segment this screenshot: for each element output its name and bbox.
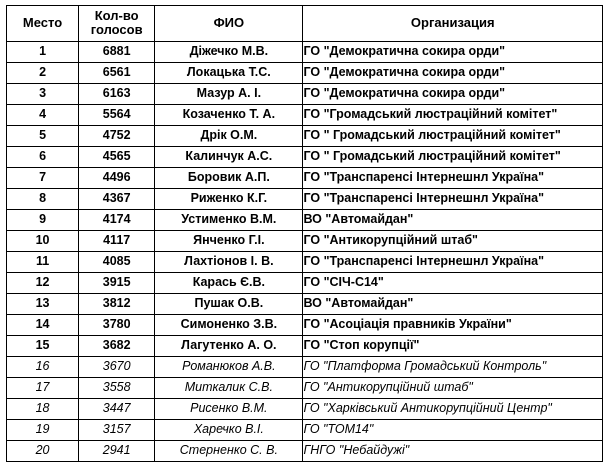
cell-place: 16 <box>7 356 79 377</box>
cell-organization: ГО "Транспаренсі Інтернешнл Україна" <box>303 251 603 272</box>
cell-name: Калинчук А.С. <box>155 146 303 167</box>
cell-place: 17 <box>7 377 79 398</box>
cell-place: 10 <box>7 230 79 251</box>
table-row <box>7 230 603 251</box>
table-row <box>7 167 603 188</box>
cell-votes: 3670 <box>79 356 155 377</box>
cell-votes: 4752 <box>79 125 155 146</box>
table-row <box>7 41 603 62</box>
cell-organization: ГО "Платформа Громадський Контроль" <box>303 356 603 377</box>
column-header-place: Место <box>7 6 79 42</box>
cell-organization: ГНГО "Небайдужі" <box>303 440 603 461</box>
table-row <box>7 419 603 440</box>
table-row <box>7 251 603 272</box>
cell-name: Харечко В.І. <box>155 419 303 440</box>
cell-votes: 3157 <box>79 419 155 440</box>
cell-place: 3 <box>7 83 79 104</box>
cell-place: 19 <box>7 419 79 440</box>
cell-name: Мазур А. І. <box>155 83 303 104</box>
cell-votes: 3915 <box>79 272 155 293</box>
cell-votes: 6881 <box>79 41 155 62</box>
cell-place: 18 <box>7 398 79 419</box>
column-header-votes <box>79 6 155 42</box>
cell-place: 6 <box>7 146 79 167</box>
cell-place: 8 <box>7 188 79 209</box>
table-row <box>7 356 603 377</box>
cell-organization: ГО "СІЧ-С14" <box>303 272 603 293</box>
column-header-votes-line2: голосов <box>90 22 143 38</box>
cell-organization: ГО "Транспаренсі Інтернешнл Україна" <box>303 167 603 188</box>
table-row <box>7 335 603 356</box>
cell-votes: 4565 <box>79 146 155 167</box>
cell-name: Миткалик С.В. <box>155 377 303 398</box>
cell-organization: ГО "Громадський люстраційний комітет" <box>303 104 603 125</box>
cell-votes: 3682 <box>79 335 155 356</box>
table-row <box>7 83 603 104</box>
table-header-row <box>7 6 603 42</box>
cell-organization: ГО "ТОМ14" <box>303 419 603 440</box>
cell-place: 4 <box>7 104 79 125</box>
table-row <box>7 377 603 398</box>
cell-place: 7 <box>7 167 79 188</box>
cell-votes: 3558 <box>79 377 155 398</box>
cell-votes: 4174 <box>79 209 155 230</box>
cell-name: Янченко Г.І. <box>155 230 303 251</box>
cell-organization: ГО "Демократична сокира орди" <box>303 41 603 62</box>
cell-name: Дрік О.М. <box>155 125 303 146</box>
cell-organization: ГО "Демократична сокира орди" <box>303 62 603 83</box>
column-header-organization: Организация <box>303 6 603 42</box>
cell-organization: ГО "Транспаренсі Інтернешнл Україна" <box>303 188 603 209</box>
table-row <box>7 209 603 230</box>
cell-name: Устименко В.М. <box>155 209 303 230</box>
cell-votes: 4085 <box>79 251 155 272</box>
cell-votes: 5564 <box>79 104 155 125</box>
cell-votes: 3812 <box>79 293 155 314</box>
cell-organization: ГО "Антикорупційний штаб" <box>303 230 603 251</box>
cell-votes: 3780 <box>79 314 155 335</box>
cell-place: 15 <box>7 335 79 356</box>
cell-organization: ГО "Стоп корупції" <box>303 335 603 356</box>
cell-name: Стерненко С. В. <box>155 440 303 461</box>
cell-votes: 2941 <box>79 440 155 461</box>
cell-organization: ГО "Асоціація правників України" <box>303 314 603 335</box>
table-header <box>7 6 603 42</box>
cell-votes: 4367 <box>79 188 155 209</box>
cell-organization: ГО " Громадський люстраційний комітет" <box>303 146 603 167</box>
cell-place: 20 <box>7 440 79 461</box>
cell-place: 5 <box>7 125 79 146</box>
table-row <box>7 188 603 209</box>
vote-results-table <box>6 5 603 462</box>
column-header-votes-line1: Кол-во <box>94 8 139 23</box>
cell-votes: 4117 <box>79 230 155 251</box>
cell-votes: 6163 <box>79 83 155 104</box>
table-row <box>7 146 603 167</box>
cell-name: Лагутенко А. О. <box>155 335 303 356</box>
cell-name: Пушак О.В. <box>155 293 303 314</box>
table-row <box>7 398 603 419</box>
cell-place: 1 <box>7 41 79 62</box>
cell-name: Козаченко Т. А. <box>155 104 303 125</box>
cell-organization: ГО "Демократична сокира орди" <box>303 83 603 104</box>
cell-organization: ГО "Харківський Антикорупційний Центр" <box>303 398 603 419</box>
cell-place: 12 <box>7 272 79 293</box>
cell-name: Локацька Т.С. <box>155 62 303 83</box>
cell-name: Рисенко В.М. <box>155 398 303 419</box>
cell-name: Симоненко З.В. <box>155 314 303 335</box>
cell-organization: ГО " Громадський люстраційний комітет" <box>303 125 603 146</box>
table-row <box>7 62 603 83</box>
cell-place: 9 <box>7 209 79 230</box>
cell-votes: 3447 <box>79 398 155 419</box>
cell-name: Романюков А.В. <box>155 356 303 377</box>
cell-name: Діжечко М.В. <box>155 41 303 62</box>
column-header-name: ФИО <box>155 6 303 42</box>
cell-name: Боровик А.П. <box>155 167 303 188</box>
cell-name: Лахтіонов І. В. <box>155 251 303 272</box>
cell-name: Риженко К.Г. <box>155 188 303 209</box>
cell-votes: 6561 <box>79 62 155 83</box>
cell-name: Карась Є.В. <box>155 272 303 293</box>
cell-place: 13 <box>7 293 79 314</box>
table-row <box>7 293 603 314</box>
table-row <box>7 125 603 146</box>
cell-organization: ВО "Автомайдан" <box>303 293 603 314</box>
cell-place: 14 <box>7 314 79 335</box>
cell-votes: 4496 <box>79 167 155 188</box>
cell-organization: ВО "Автомайдан" <box>303 209 603 230</box>
table-row <box>7 272 603 293</box>
table-body <box>7 41 603 461</box>
table-row <box>7 104 603 125</box>
table-row <box>7 314 603 335</box>
table-row <box>7 440 603 461</box>
cell-organization: ГО "Антикорупційний штаб" <box>303 377 603 398</box>
cell-place: 11 <box>7 251 79 272</box>
cell-place: 2 <box>7 62 79 83</box>
